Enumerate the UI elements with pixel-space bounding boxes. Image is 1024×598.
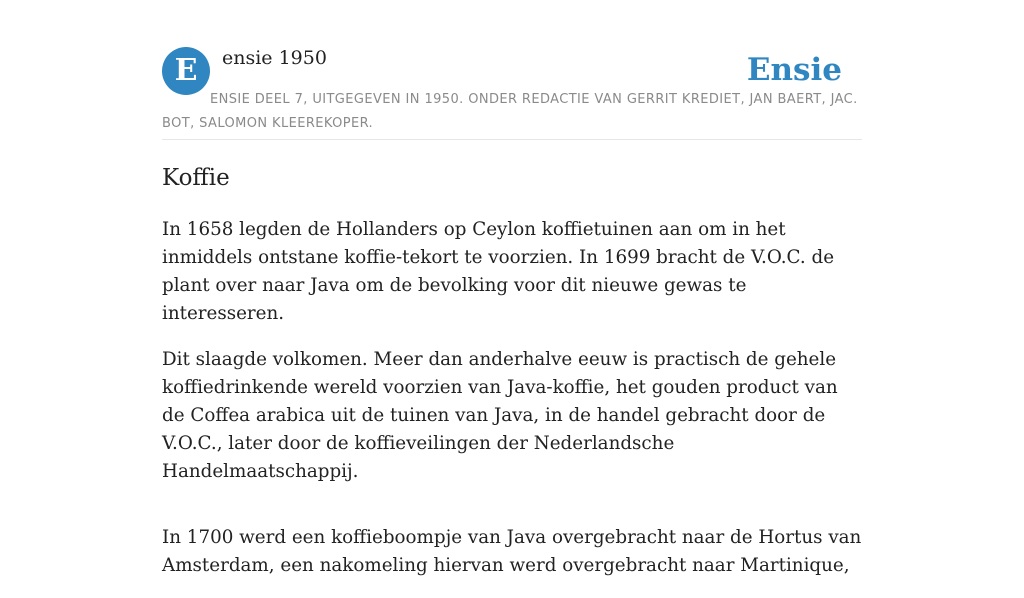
article-body (162, 216, 862, 598)
source-avatar[interactable]: E (162, 47, 210, 95)
article-title: Koffie (162, 165, 230, 191)
source-name-link[interactable]: ensie 1950 (222, 47, 327, 69)
source-header (162, 44, 862, 140)
brand-logo-link[interactable]: Ensie (746, 52, 842, 88)
article-paragraph: In 1700 werd een koffieboompje van Java overgebracht naar de Hortus van Amsterdam, een nakomeling hiervan werd overgebracht naar Martinique, (162, 527, 862, 576)
source-description: ENSIE DEEL 7, UITGEGEVEN IN 1950. ONDER REDACTIE VAN GERRIT KREDIET, JAN BAERT, JAC. BOT, SALOMON KLEEREKOPER. (162, 92, 858, 131)
article-paragraph: Dit slaagde volkomen. Meer dan anderhalve eeuw is practisch de gehele koffiedrinkende wereld voorzien van Java-koffie, het gouden product van de Coffea arabica uit de tuinen van Java, in de handel gebracht door de V.O.C., later door de koffieveilingen der Nederlandsche Handelmaatschappij. (162, 349, 838, 482)
article-paragraph: In 1658 legden de Hollanders op Ceylon koffietuinen aan om in het inmiddels ontstane koffie-tekort te voorzien. In 1699 bracht de V.O.C. de plant over naar Java om de bevolking voor dit nieuwe gewas te interesseren. (162, 219, 835, 324)
